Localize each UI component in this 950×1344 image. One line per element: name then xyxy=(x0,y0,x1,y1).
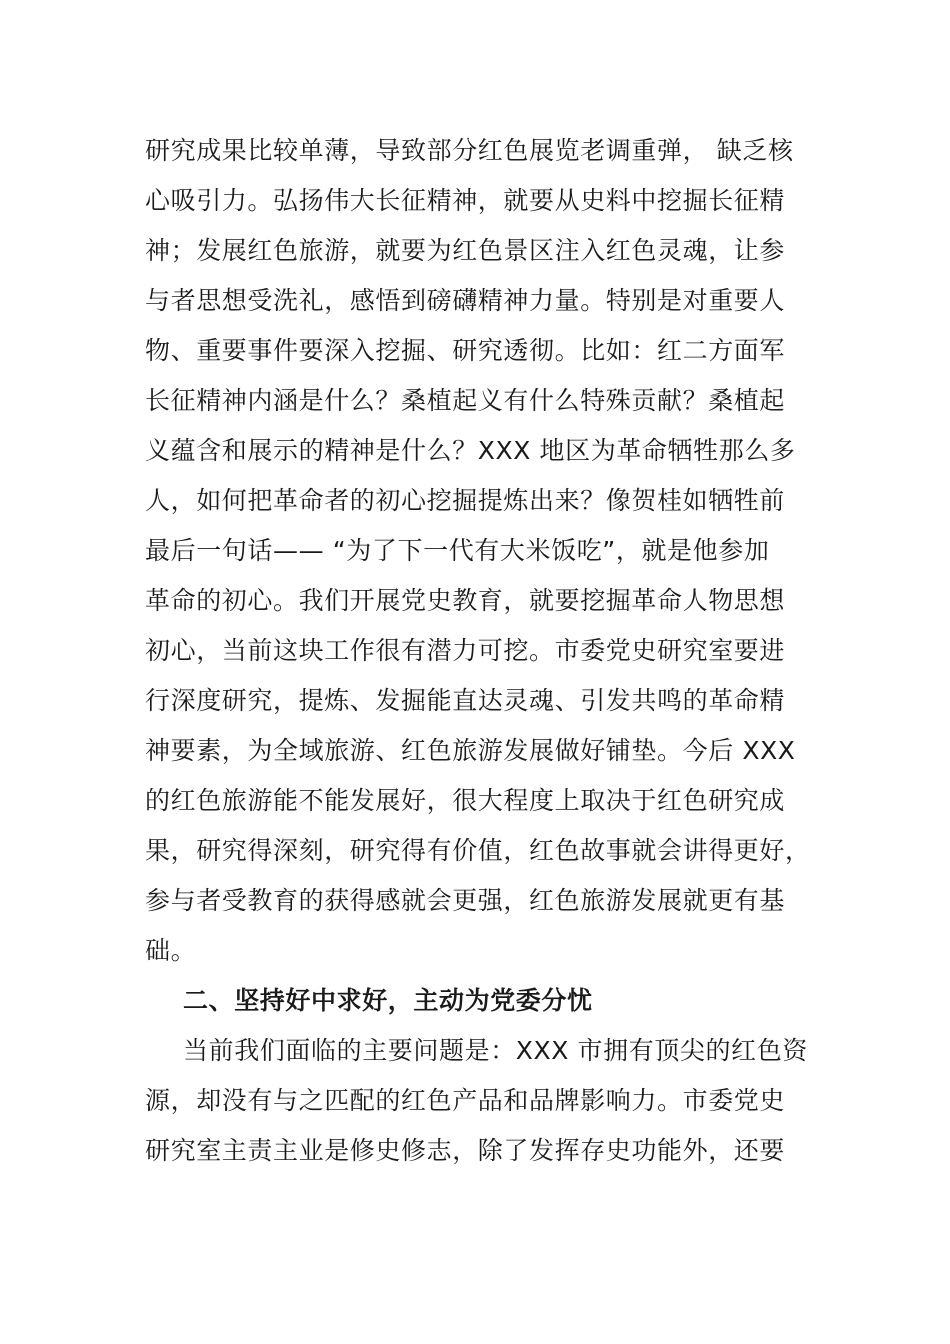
text-line: 础。 xyxy=(145,936,197,965)
paragraph xyxy=(145,126,811,976)
text-line: 神要素，为全域旅游、红色旅游发展做好铺垫。今后 XXX xyxy=(145,736,796,765)
text-line: 人，如何把革命者的初心挖掘提炼出来？像贺桂如牺牲前 xyxy=(145,486,786,515)
text-line: 果，研究得深刻，研究得有价值，红色故事就会讲得更好， xyxy=(145,836,811,865)
text-line: 初心，当前这块工作很有潜力可挖。市委党史研究室要进 xyxy=(145,636,786,665)
text-line: 参与者受教育的获得感就会更强，红色旅游发展就更有基 xyxy=(145,886,786,915)
text-line: 最后一句话—— “为了下一代有大米饭吃”，就是他参加 xyxy=(145,536,770,565)
text-line: 物、重要事件要深入挖掘、研究透彻。比如：红二方面军 xyxy=(145,336,786,365)
text-line: 行深度研究，提炼、发掘能直达灵魂、引发共鸣的革命精 xyxy=(145,686,786,715)
paragraph xyxy=(145,1026,808,1176)
text-line: 研究成果比较单薄，导致部分红色展览老调重弹， 缺乏核 xyxy=(145,136,794,165)
section-heading: 二、坚持好中求好，主动为党委分忧 xyxy=(183,986,593,1015)
text-line: 当前我们面临的主要问题是：XXX 市拥有顶尖的红色资 xyxy=(183,1036,808,1065)
text-line: 与者思想受洗礼，感悟到磅礴精神力量。特别是对重要人 xyxy=(145,286,786,315)
text-line: 研究室主责主业是修史修志，除了发挥存史功能外，还要 xyxy=(145,1136,786,1165)
document-body xyxy=(145,126,811,1176)
text-line: 的红色旅游能不能发展好，很大程度上取决于红色研究成 xyxy=(145,786,786,815)
text-line: 神；发展红色旅游，就要为红色景区注入红色灵魂，让参 xyxy=(145,236,786,265)
text-line: 革命的初心。我们开展党史教育，就要挖掘革命人物思想 xyxy=(145,586,786,615)
text-line: 心吸引力。弘扬伟大长征精神，就要从史料中挖掘长征精 xyxy=(145,186,786,215)
text-line: 源，却没有与之匹配的红色产品和品牌影响力。市委党史 xyxy=(145,1086,786,1115)
text-line: 长征精神内涵是什么？桑植起义有什么特殊贡献？桑植起 xyxy=(145,386,786,415)
text-line: 义蕴含和展示的精神是什么？XXX 地区为革命牺牲那么多 xyxy=(145,436,796,465)
